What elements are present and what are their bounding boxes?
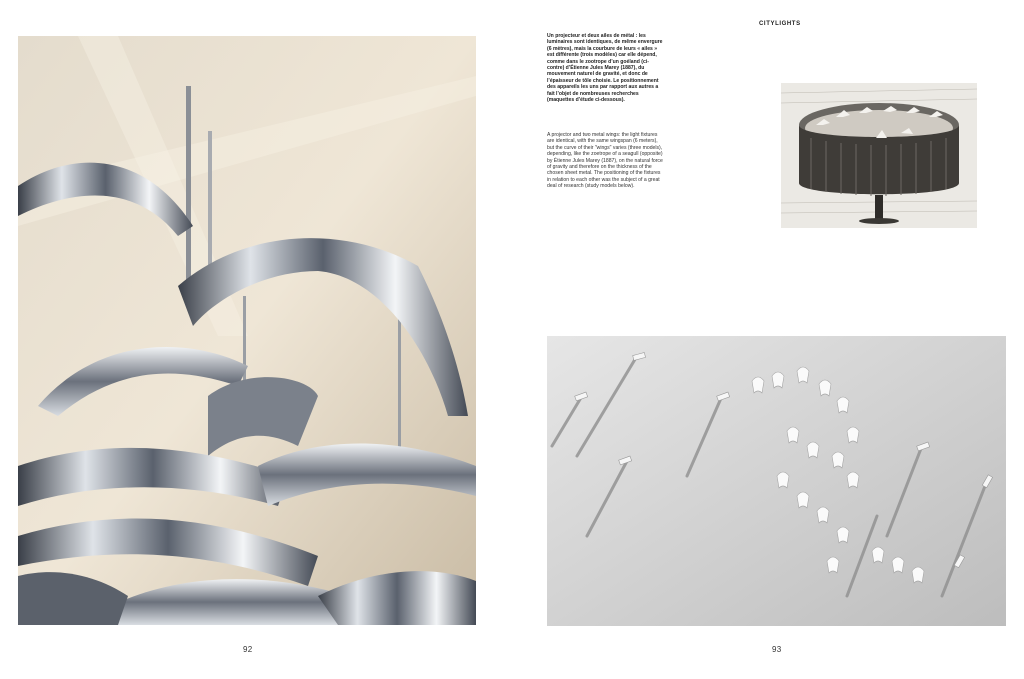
sculpture-photo bbox=[18, 36, 476, 625]
study-models-photo-icon bbox=[547, 336, 1006, 626]
caption-french: Un projecteur et deux ailes de métal : les luminaires sont identiques, de même envergure (6 mètres), mais la courbure de leurs « ailes » est différente (trois modèles) car elle dépend, comme dans le zootrope d’un goéland (ci-contre) d’Étienne Jules Marey (1887), du mouvement naturel de gravité, et donc de l’épaisseur de tôle choisie. Le positionnement des appareils les uns par rapport aux autres a fait l’objet de nombreuses recherches (maquettes d’étude ci-dessous). bbox=[547, 33, 663, 104]
page-number-left: 92 bbox=[243, 645, 253, 654]
page-number-right: 93 bbox=[772, 645, 782, 654]
caption-english: A projector and two metal wings: the light fixtures are identical, with the same wingspan (6 meters), but the curve of their "wings" varies (three models), depending, like the zoetrope of a seagull (opposite) by Étienne Jules Marey (1887), on the natural force of gravity and therefore on the thickness of the chosen sheet metal. The positioning of the fixtures in relation to each other was the subject of a great deal of research (study models below). bbox=[547, 132, 663, 190]
running-head: CITYLIGHTS bbox=[759, 21, 801, 27]
zoetrope-engraving bbox=[781, 83, 977, 228]
zoetrope-engraving-icon bbox=[781, 83, 977, 228]
study-models-photo bbox=[547, 336, 1006, 626]
sculpture-photo-icon bbox=[18, 36, 476, 625]
right-page bbox=[512, 0, 1024, 679]
